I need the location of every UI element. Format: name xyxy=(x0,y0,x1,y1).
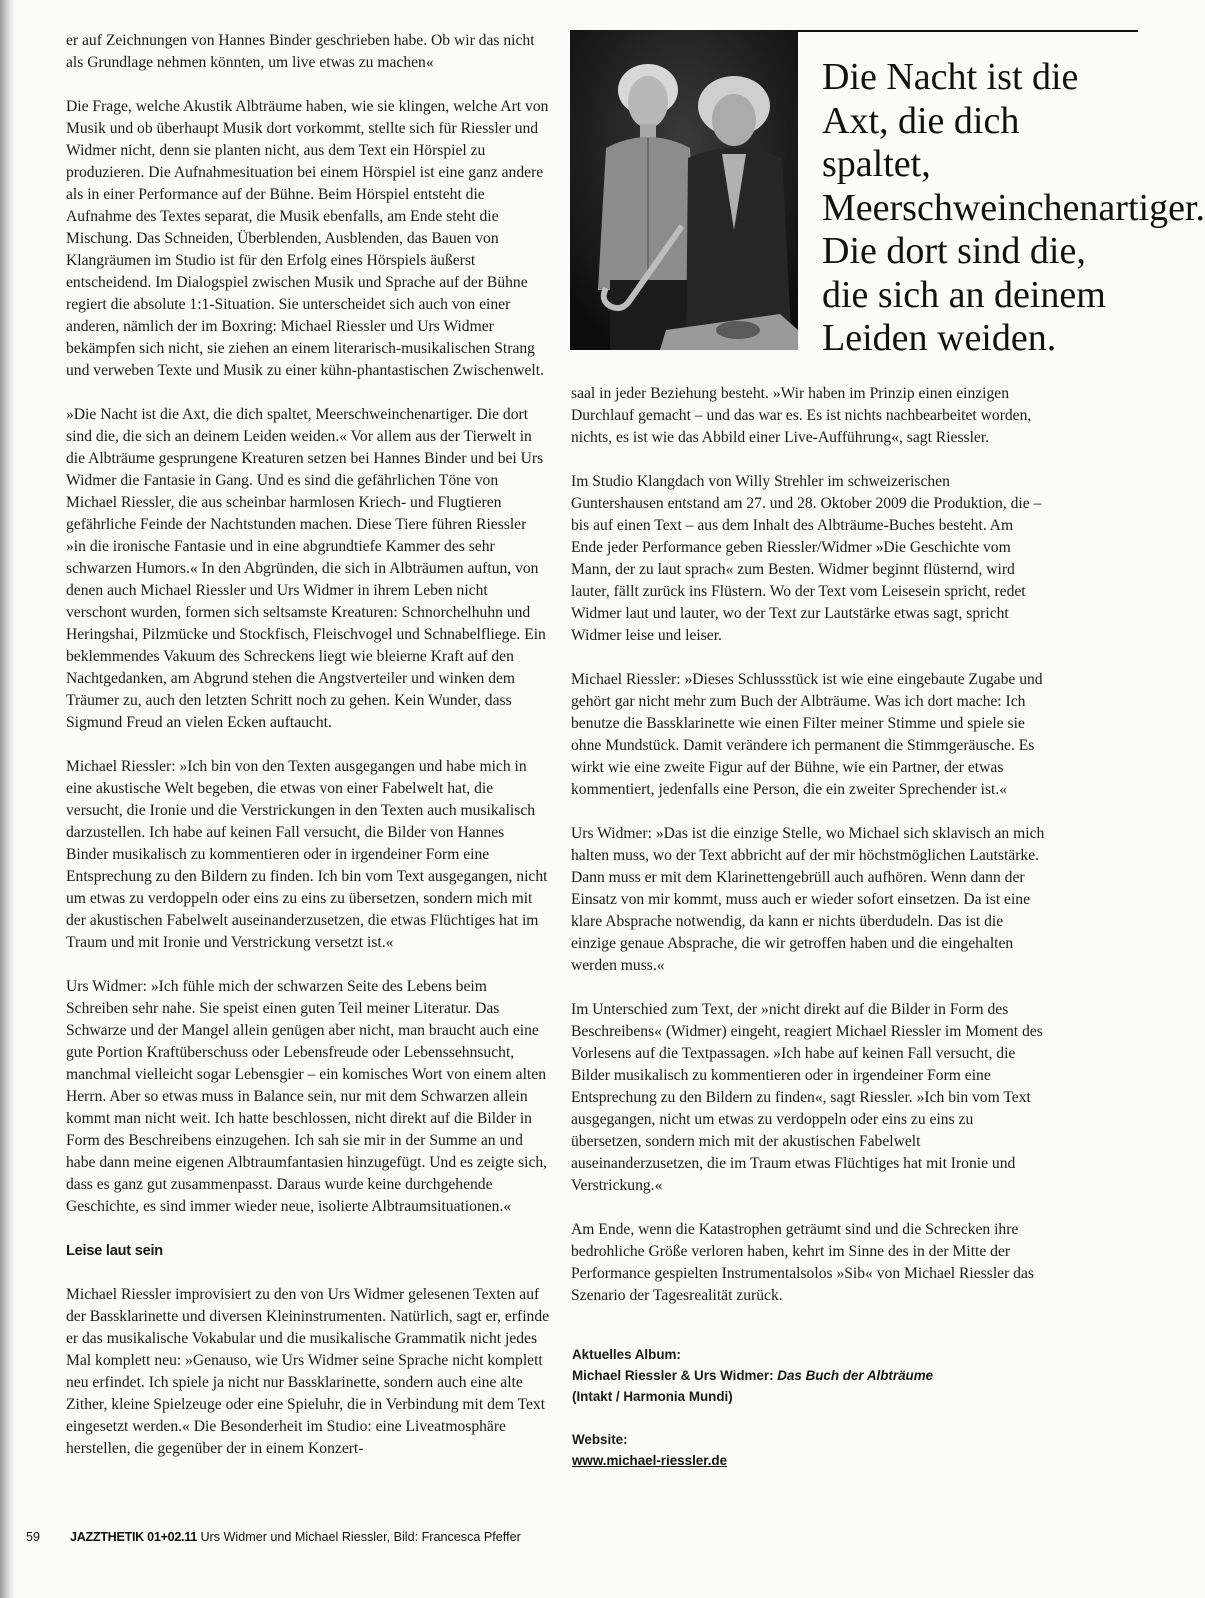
paragraph: Im Studio Klangdach von Willy Strehler im schweizerischen Guntershausen entstand am 27. und 28. Oktober 2009 die Produktion, die – bis auf einen Text – aus dem Inhalt des Albträume-Buches besteht. Am Ende jeder Performance geben Riessler/Widmer »Die Geschichte vom Mann, der zu laut sprach« zum Besten. Widmer beginnt flüsternd, wird lauter, fällt zurück ins Flüstern. Wo der Text vom Leisesein spricht, redet Widmer laut und lauter, wo der Text zur Lautstärke etwas sagt, spricht Widmer leise und leiser. xyxy=(571,473,1042,644)
article-photo xyxy=(570,30,798,350)
top-rule xyxy=(798,30,1138,32)
paragraph: Michael Riessler: »Dieses Schlussstück ist wie eine eingebaute Zugabe und gehört gar nicht mehr zum Buch der Albträume. Was ich dort mache: Ich benutze die Bassklarinette wie einen Filter meiner Stimme und spiele sie ohne Mundstück. Damit verändere ich permanent die Stimmgeräusche. Es wirkt wie eine zweite Figur auf der Bühne, wie ein Partner, der etwas kommentiert, jedenfalls eine Person, die ein zweiter Sprechender ist.« xyxy=(571,671,1043,798)
paragraph: Michael Riessler: »Ich bin von den Texten ausgegangen und habe mich in eine akustische Welt begeben, die etwas von einer Fabelwelt hat, die versucht, die Ironie und die Verstrickungen in den Texten auch musikalisch darzustellen. Ich habe auf keinen Fall versucht, die Bilder von Hannes Binder musikalisch zu kommentieren oder in irgendeiner Form eine Entsprechung zu den Bildern zu finden. Ich bin vom Text ausgegangen, nicht um etwas zu verdoppeln oder eins zu eins zu übersetzen, sondern mich mit der akustischen Fabelwelt auseinanderzusetzen, die etwas Flüchtiges hat im Traum und mit Ironie und Verstrickung versetzt ist.« xyxy=(66,758,548,951)
paragraph: Urs Widmer: »Das ist die einzige Stelle, wo Michael sich sklavisch an mich halten muss, wo der Text abbricht auf der mir höchstmöglichen Lautstärke. Dann muss er mit dem Klarinettengebrüll auch aufhören. Wenn dann der Einsatz von mir kommt, muss auch er wieder sofort einsetzen. Da ist eine klare Absprache notwendig, da kann er nichts überdudeln. Das ist die einzige genaue Absprache, die wir getroffen haben und die eingehalten werden muss.« xyxy=(571,825,1045,974)
paragraph: Am Ende, wenn die Katastrophen geträumt sind und die Schrecken ihre bedrohliche Größe verloren haben, kehrt im Sinne des in der Mitte der Performance gespielten Instrumentalsolos »Sib« von Michael Riessler das Szenario der Tagesrealität zurück. xyxy=(571,1221,1034,1304)
album-title: Das Buch der Albträume xyxy=(777,1368,934,1383)
paragraph: Im Unterschied zum Text, der »nicht direkt auf die Bilder in Form des Beschreibens« (Widmer) eingeht, reagiert Michael Riessler im Moment des Vorlesens auf die Textpassagen. »Ich habe auf keinen Fall versucht, die Bilder musikalisch zu kommentieren oder in irgendeiner Form eine Entsprechung zu den Bildern zu finden«, sagt Riessler. »Ich bin vom Text ausgegangen, nicht um etwas zu verdoppeln oder eins zu eins zu übersetzen, sondern mich mit der akustischen Fabelwelt auseinanderzusetzen, die im Traum etwas Flüchtiges hat mit Ironie und Verstrickung.« xyxy=(571,1001,1043,1194)
article-right-column xyxy=(571,383,1045,1329)
section-subheading: Leise laut sein xyxy=(66,1243,163,1259)
album-credit xyxy=(572,1365,1042,1386)
paragraph: Die Frage, welche Akustik Albträume haben, wie sie klingen, welche Art von Musik und ob überhaupt Musik dort vorkommt, stellte sich für Riessler und Widmer nicht, denn sie planten nicht, aus dem Text ein Hörspiel zu produzieren. Die Aufnahmesituation bei einem Hörspiel ist eine ganz andere als in einer Performance auf der Bühne. Beim Hörspiel entsteht die Aufnahme des Textes separat, die Musik ebenfalls, am Ende steht die Mischung. Das Schneiden, Überblenden, Ausblenden, das Bauen von Klangräumen im Studio ist für den Erfolg eines Hörspiels äußerst entscheidend. Im Dialogspiel zwischen Musik und Sprache auf der Bühne regiert die absolute 1:1-Situation. Sie unterscheidet sich auch von einer anderen, nämlich der im Boxring: Michael Riessler und Urs Widmer bekämpfen sich nicht, sie ziehen an einem literarisch-musikalischen Strang und verweben Texte und Musik zu einer kühn-phantastischen Zwischenwelt. xyxy=(66,98,549,379)
article-left-column xyxy=(66,30,550,1482)
magazine-name: JAZZTHETIK 01+02.11 xyxy=(70,1530,197,1544)
pull-quote: Die Nacht ist die Axt, die dich spaltet, Meerschweinchenartiger. Die dort sind die, die sich an deinem Leiden weiden. xyxy=(822,56,1205,359)
paragraph: »Die Nacht ist die Axt, die dich spaltet, Meerschweinchenartiger. Die dort sind die, die sich an deinem Leiden weiden.« Vor allem aus der Tierwelt in die Albträume gesprungene Kreaturen setzen bei Hannes Binder und bei Urs Widmer die Fantasie in Gang. Und es sind die gefährlichen Töne von Michael Riessler, die aus scheinbar harmlosen Kriech- und Flugtieren gefährliche Feinde der Nachtstunden machen. Diese Tiere führen Riessler »in die ironische Fantasie und in eine abgrundtiefe Kammer des sehr schwarzen Humors.« In den Abgründen, die sich in Albträumen auftun, von denen auch Michael Riessler und Urs Widmer in ihrem Leben nicht verschont wurden, formen sich seltsamste Kreaturen: Schnorchelhuhn und Heringshai, Pilzmücke und Stockfisch, Fleischvogel und Schnabelfliege. Ein beklemmendes Vakuum des Schreckens liegt wie bleierne Kraft auf den Nachtgedanken, am Abgrund stehen die Angstverteiler und winken dem Träumer zu, auch den letzten Schritt noch zu gehen. Kein Wunder, dass Sigmund Freud an vielen Ecken auftaucht. xyxy=(66,406,546,731)
album-artists: Michael Riessler & Urs Widmer: xyxy=(572,1368,778,1383)
website-heading: Website: xyxy=(572,1432,628,1447)
album-label: (Intakt / Harmonia Mundi) xyxy=(572,1389,733,1404)
album-info-box xyxy=(572,1344,1042,1471)
paragraph: Michael Riessler improvisiert zu den von Urs Widmer gelesenen Texten auf der Bassklarinette und diversen Kleininstrumenten. Natürlich, sagt er, erfinde er das musikalische Vokabular und die musikalische Grammatik nicht jedes Mal komplett neu: »Genauso, wie Urs Widmer seine Sprache nicht komplett neu erfindet. Ich spiele ja nicht nur Bassklarinette, sondern auch eine alte Zither, kleine Spielzeuge oder eine Spieluhr, die in Verbindung mit dem Text eingesetzt werden.« Die Besonderheit im Studio: eine Liveatmosphäre herstellen, die gegenüber der in einem Konzert- xyxy=(66,1286,550,1457)
page-footer xyxy=(26,1530,1026,1544)
website-link[interactable]: www.michael-riessler.de xyxy=(572,1453,728,1468)
photo-two-musicians xyxy=(570,30,798,350)
paragraph: Urs Widmer: »Ich fühle mich der schwarzen Seite des Lebens beim Schreiben sehr nahe. Sie speist einen guten Teil meiner Literatur. Das Schwarze und der Mangel allein genügen aber nicht, man braucht auch eine gute Portion Kraftüberschuss oder Lebensfreude oder Lebenssehnsucht, manchmal vielleicht sogar Lebensgier – ein komisches Wort von einem alten Herrn. Aber so etwas muss in Balance sein, nur mit dem Schwarzen allein kommt man nicht weit. Ich hatte beschlossen, nicht direkt auf die Bilder in Form des Beschreibens einzugehen. Ich sah sie mir in der Summe an und habe dann meine eigenen Albtraumfantasien hinzugefügt. Und es zeigte sich, dass es ganz gut zusammenpasst. Daraus wurde keine durchgehende Geschichte, es sind immer wieder neue, isolierte Albtraumsituationen.« xyxy=(66,978,548,1215)
paragraph: saal in jeder Beziehung besteht. »Wir haben im Prinzip einen einzigen Durchlauf gemacht – und das war es. Es ist nichts nachbearbeitet worden, nichts, es ist wie das Abbild einer Live-Aufführung«, sagt Riessler. xyxy=(571,385,1032,446)
paragraph: er auf Zeichnungen von Hannes Binder geschrieben habe. Ob wir das nicht als Grundlage nehmen könnten, um live etwas zu machen« xyxy=(66,32,535,71)
album-heading: Aktuelles Album: xyxy=(572,1347,681,1362)
page-binding-shadow xyxy=(0,0,14,1598)
page-number: 59 xyxy=(26,1530,41,1544)
photo-caption: Urs Widmer und Michael Riessler, Bild: Francesca Pfeffer xyxy=(200,1530,521,1544)
